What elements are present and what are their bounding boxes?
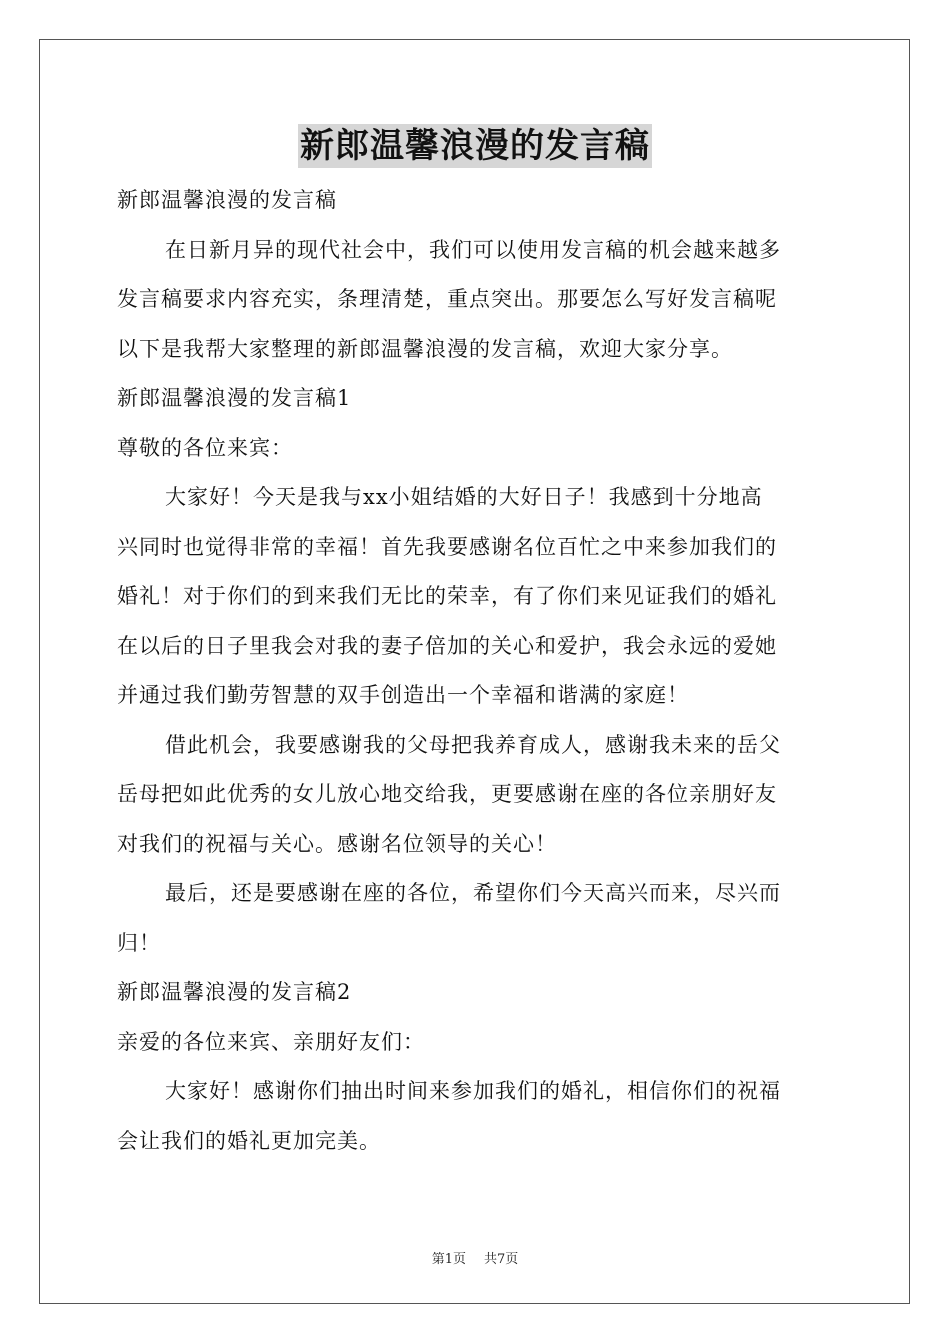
- text-line: 新郎温馨浪漫的发言稿: [117, 188, 337, 212]
- text-line: 岳母把如此优秀的女儿放心地交给我，更要感谢在座的各位亲朋好友: [117, 782, 777, 806]
- text-line: 会让我们的婚礼更加完美。: [117, 1128, 381, 1153]
- text-line: 兴同时也觉得非常的幸福！首先我要感谢名位百忙之中来参加我们的: [117, 534, 777, 559]
- page-number: 第1页: [431, 1252, 466, 1267]
- text-line: 新郎温馨浪漫的发言稿1: [117, 386, 352, 410]
- text-line: 亲爱的各位来宾、亲朋好友们：: [117, 1029, 425, 1054]
- document-body: [117, 176, 833, 1166]
- text-line: 新郎温馨浪漫的发言稿2: [117, 980, 352, 1004]
- text-line: 婚礼！对于你们的到来我们无比的荣幸，有了你们来见证我们的婚礼: [117, 584, 777, 608]
- text-line: 借此机会，我要感谢我的父母把我养育成人，感谢我未来的岳父: [165, 732, 781, 757]
- text-line: 在日新月异的现代社会中，我们可以使用发言稿的机会越来越多: [165, 237, 781, 262]
- page-footer: [0, 1248, 950, 1267]
- text-line: 发言稿要求内容充实，条理清楚，重点突出。那要怎么写好发言稿呢: [117, 287, 777, 311]
- text-line: 在以后的日子里我会对我的妻子倍加的关心和爱护，我会永远的爱她: [117, 633, 777, 658]
- text-line: 大家好！今天是我与xx小姐结婚的大好日子！我感到十分地高: [165, 485, 763, 509]
- text-line: 对我们的祝福与关心。感谢名位领导的关心！: [117, 831, 557, 856]
- page-total: 共7页: [484, 1252, 519, 1267]
- document-title: 新郎温馨浪漫的发言稿: [300, 126, 650, 166]
- title-container: [0, 124, 950, 168]
- text-line: 最后，还是要感谢在座的各位，希望你们今天高兴而来，尽兴而: [165, 881, 781, 905]
- text-line: 大家好！感谢你们抽出时间来参加我们的婚礼，相信你们的祝福: [165, 1079, 781, 1103]
- text-line: 尊敬的各位来宾：: [117, 435, 293, 460]
- text-line: 归！: [117, 930, 161, 955]
- text-line: 并通过我们勤劳智慧的双手创造出一个幸福和谐满的家庭！: [117, 683, 689, 707]
- text-line: 以下是我帮大家整理的新郎温馨浪漫的发言稿，欢迎大家分享。: [117, 336, 733, 361]
